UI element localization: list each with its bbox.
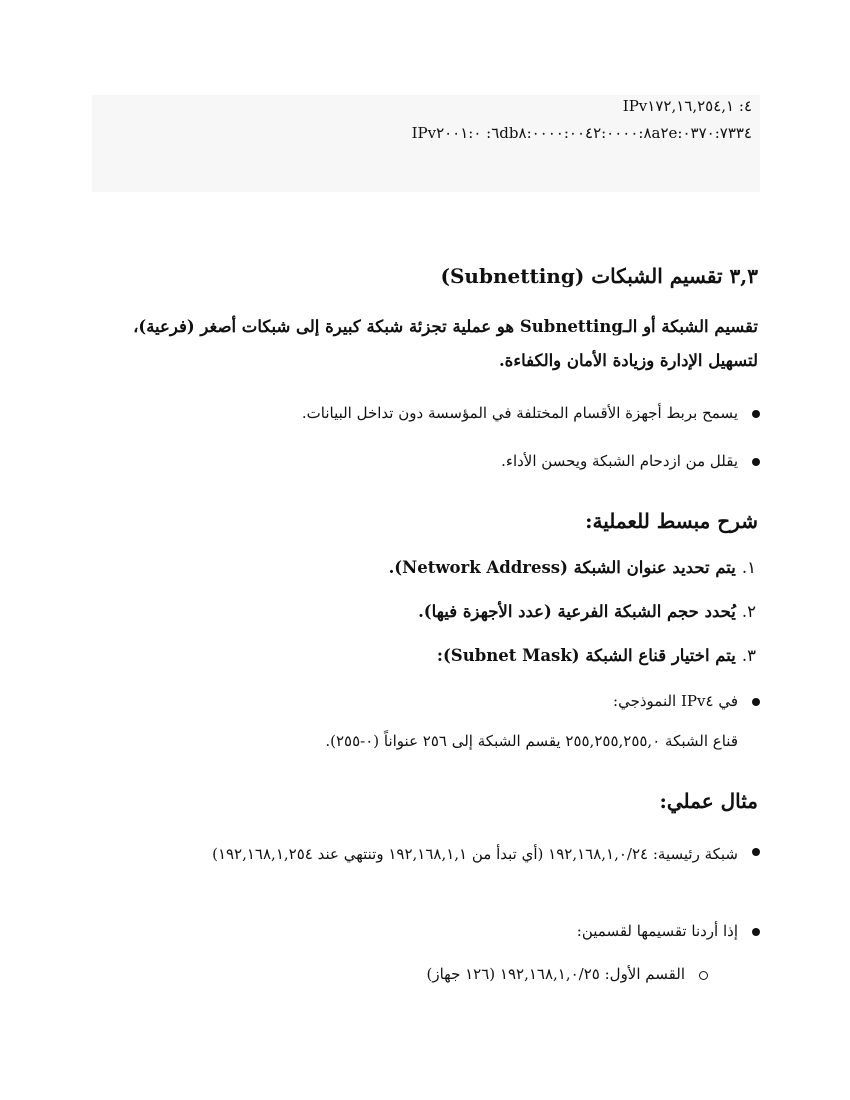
- list-item-text: يقلل من ازدحام الشبكة ويحسن الأداء.: [501, 452, 738, 470]
- step-item: [418, 602, 756, 621]
- list-item-text: يسمح بربط أجهزة الأقسام المختلفة في المؤسسة دون تداخل البيانات.: [301, 404, 738, 422]
- code-block: [92, 95, 760, 192]
- list-item: [501, 452, 760, 470]
- bullet-icon: [752, 458, 760, 466]
- subnet-mask-description: قناع الشبكة ٢٥٥,٢٥٥,٢٥٥,٠ يقسم الشبكة إلى ٢٥٦ عنواناً (٠-٢٥٥).: [325, 732, 738, 750]
- bullet-icon: [752, 928, 760, 936]
- step-item: [437, 646, 756, 665]
- list-item: [178, 836, 760, 872]
- ipv4-example-line: IPv٤: ١٧٢,١٦,٢٥٤,١: [622, 97, 752, 115]
- bullet-icon: [752, 410, 760, 418]
- bullet-icon: [752, 848, 760, 856]
- list-item: [302, 404, 760, 422]
- step-index: ٢.: [741, 602, 756, 621]
- list-item: [577, 922, 760, 940]
- list-item-text: في IPv٤ النموذجي:: [613, 692, 738, 710]
- step-text: يُحدد حجم الشبكة الفرعية (عدد الأجهزة فيها).: [418, 602, 736, 621]
- example-heading: مثال عملي:: [659, 789, 758, 813]
- list-item-text: إذا أردنا تقسيمها لقسمين:: [576, 922, 738, 940]
- sub-list-item-text: القسم الأول: ١٩٢,١٦٨,١,٠/٢٥ (١٢٦ جهاز): [426, 965, 685, 983]
- list-item-text: شبكة رئيسية: ١٩٢,١٦٨,١,٠/٢٤ (أي تبدأ من ١٩٢,١٦٨,١,١ وتنتهي عند ١٩٢,١٦٨,١,٢٥٤): [212, 845, 738, 863]
- step-index: ١.: [741, 558, 756, 577]
- step-text: يتم اختيار قناع الشبكة (Subnet Mask):: [436, 646, 736, 665]
- explain-heading: شرح مبسط للعملية:: [585, 509, 758, 533]
- step-item: [389, 558, 756, 577]
- sub-list-item: [426, 965, 708, 983]
- ipv6-example-line: IPv٦: ٢٠٠١:٠db٨:٠٠٠٠:٠٠٤٢:٠٠٠٠:٨a٢e:٠٣٧٠:٧٣٣٤: [411, 124, 752, 142]
- circle-bullet-icon: [699, 971, 708, 980]
- subnetting-heading: ٣,٣ تقسيم الشبكات (Subnetting): [440, 264, 758, 288]
- step-text: يتم تحديد عنوان الشبكة (Network Address).: [388, 558, 736, 577]
- step-index: ٣.: [741, 646, 756, 665]
- subnetting-intro-paragraph: تقسيم الشبكة أو الـSubnetting هو عملية تجزئة شبكة كبيرة إلى شبكات أصغر (فرعية)، لتسهيل الإدارة وزيادة الأمان والكفاءة.: [133, 317, 758, 370]
- list-item: [613, 692, 760, 710]
- bullet-icon: [752, 698, 760, 706]
